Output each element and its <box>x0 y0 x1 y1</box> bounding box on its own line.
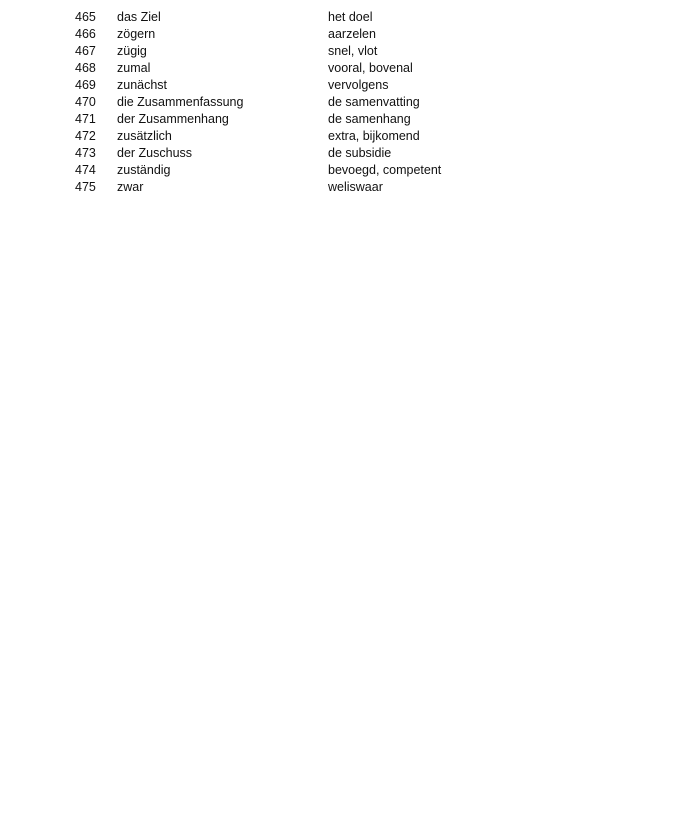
table-row <box>75 128 528 145</box>
german-term: zügig <box>117 44 147 58</box>
table-row <box>75 111 528 128</box>
table-row <box>75 77 528 94</box>
german-term: zunächst <box>117 78 168 92</box>
table-row <box>75 162 528 179</box>
row-number: 470 <box>75 95 96 109</box>
german-term: zwar <box>117 180 144 194</box>
row-number: 472 <box>75 129 96 143</box>
german-term: der Zusammenhang <box>117 112 229 126</box>
dutch-translation: het doel <box>328 10 373 24</box>
german-term: zusätzlich <box>117 129 172 143</box>
german-term: zögern <box>117 27 156 41</box>
dutch-translation: de samenhang <box>328 112 411 126</box>
row-number: 473 <box>75 146 96 160</box>
german-term: das Ziel <box>117 10 161 24</box>
dutch-translation: de samenvatting <box>328 95 420 109</box>
row-number: 471 <box>75 112 96 126</box>
row-number: 467 <box>75 44 96 58</box>
dutch-translation: bevoegd, competent <box>328 163 442 177</box>
dutch-translation: extra, bijkomend <box>328 129 420 143</box>
row-number: 475 <box>75 180 96 194</box>
german-term: der Zuschuss <box>117 146 193 160</box>
table-row <box>75 179 528 196</box>
table-row <box>75 145 528 162</box>
german-term: zuständig <box>117 163 171 177</box>
row-number: 469 <box>75 78 96 92</box>
german-term: zumal <box>117 61 151 75</box>
dutch-translation: snel, vlot <box>328 44 378 58</box>
dutch-translation: weliswaar <box>328 180 383 194</box>
row-number: 468 <box>75 61 96 75</box>
dutch-translation: de subsidie <box>328 146 392 160</box>
row-number: 474 <box>75 163 96 177</box>
table-row <box>75 43 528 60</box>
row-number: 465 <box>75 10 96 24</box>
table-row <box>75 9 528 26</box>
table-row <box>75 26 528 43</box>
german-term: die Zusammenfassung <box>117 95 244 109</box>
table-row <box>75 60 528 77</box>
dutch-translation: aarzelen <box>328 27 376 41</box>
table-row <box>75 94 528 111</box>
row-number: 466 <box>75 27 96 41</box>
dutch-translation: vooral, bovenal <box>328 61 413 75</box>
vocabulary-table <box>75 9 528 196</box>
dutch-translation: vervolgens <box>328 78 389 92</box>
